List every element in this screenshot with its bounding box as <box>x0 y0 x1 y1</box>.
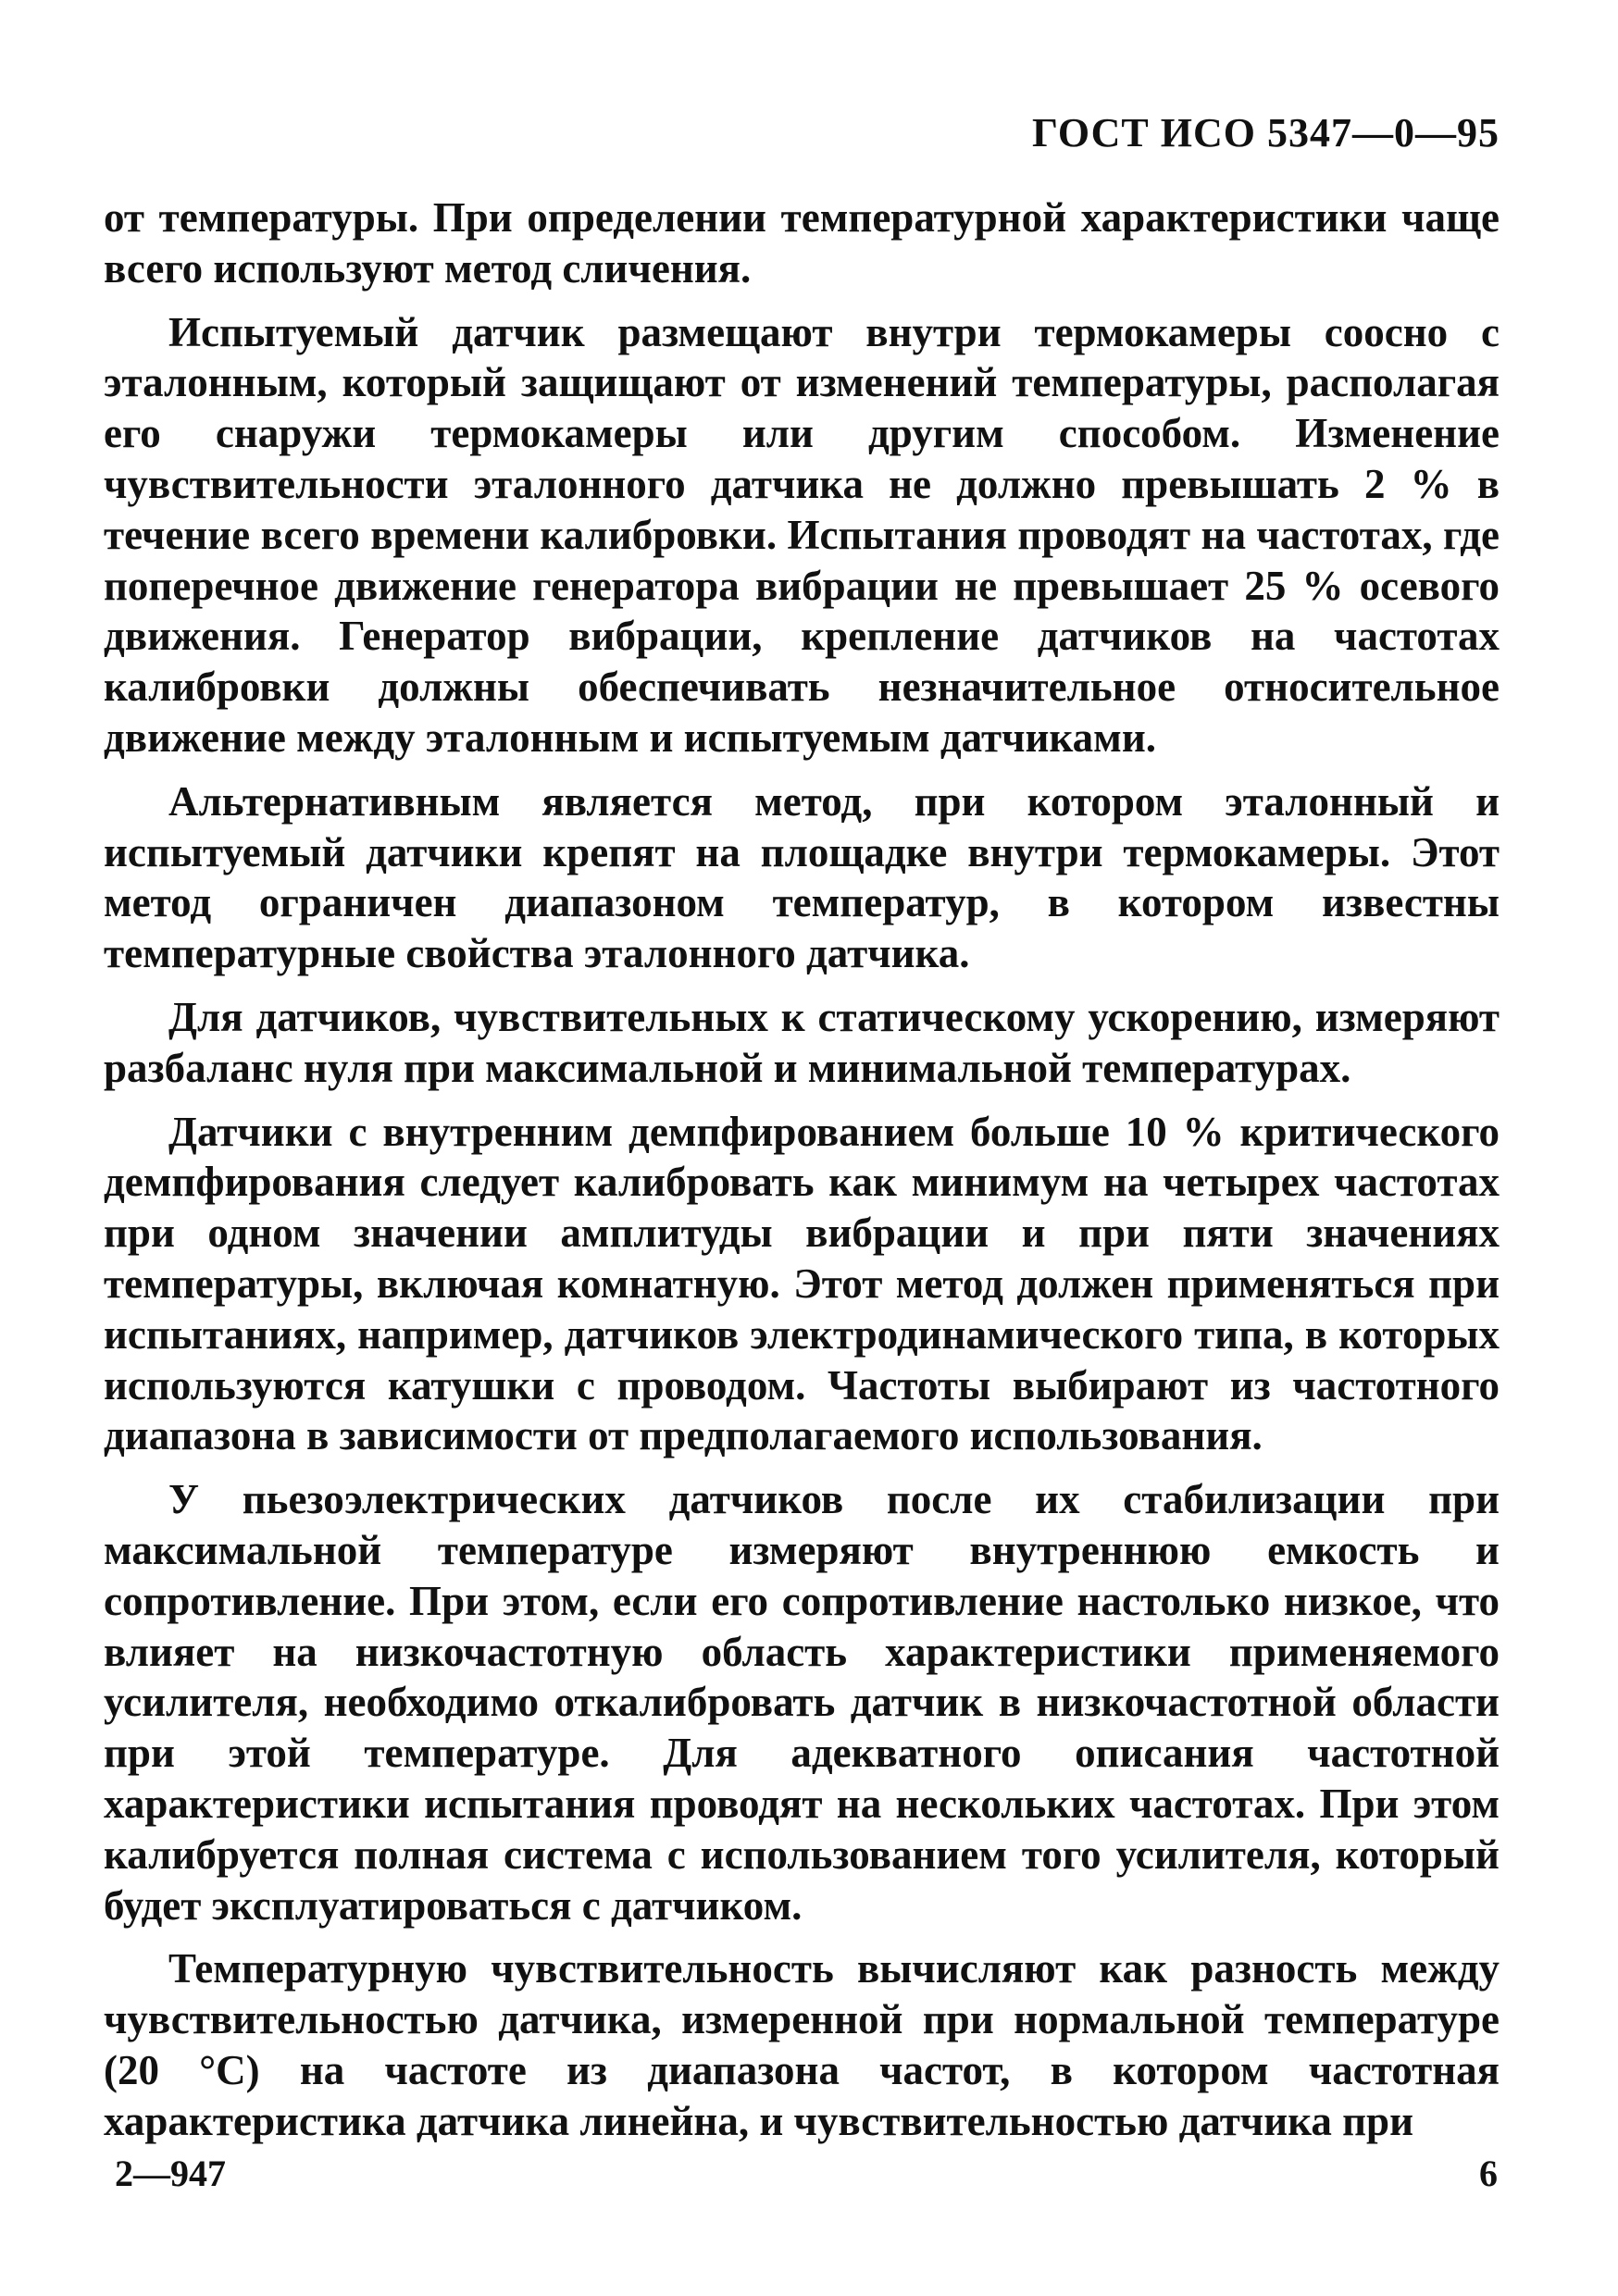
body-text <box>104 192 1500 2159</box>
standard-header: ГОСТ ИСО 5347—0—95 <box>1031 110 1500 155</box>
page-number: 6 <box>1479 2153 1498 2194</box>
paragraph: Датчики с внутренним демпфированием больше 10 % критического демпфирования следует калибровать как минимум на четырех частотах при одном значении амплитуды вибрации и при пяти значениях температуры, включая комнатную. Этот метод должен применяться при испытаниях, например, датчиков электродинамического типа, в которых используются катушки с проводом. Частоты выбирают из частотного диапазона в зависимости от предполагаемого использования. <box>104 1108 1500 1459</box>
print-code: 2—947 <box>115 2153 226 2194</box>
paragraph: Испытуемый датчик размещают внутри термокамеры соосно с эталонным, который защищают от изменений температуры, располагая его снаружи термокамеры или другим способом. Изменение чувствительности эталонного датчика не должно превышать 2 % в течение всего времени калибровки. Испытания проводят на частотах, где поперечное движение генератора вибрации не превышает 25 % осевого движения. Генератор вибрации, крепление датчиков на частотах калибровки должны обеспечивать незначительное относительное движение между эталонным и испытуемым датчиками. <box>104 308 1500 761</box>
paragraph: Для датчиков, чувствительных к статическому ускорению, измеряют разбаланс нуля при максимальной и минимальной температурах. <box>104 993 1500 1091</box>
paragraph: У пьезоэлектрических датчиков после их стабилизации при максимальной температуре измеряют внутреннюю емкость и сопротивление. При этом, если его сопротивление настолько низкое, что влияет на низкочастотную область характеристики применяемого усилителя, необходимо откалибровать датчик в низкочастотной области при этой температуре. Для адекватного описания частотной характеристики испытания проводят на нескольких частотах. При этом калибруется полная система с использованием того усилителя, который будет эксплуатироваться с датчиком. <box>104 1476 1500 1929</box>
paragraph: Температурную чувствительность вычисляют как разность между чувствительностью датчика, измеренной при нормальной температуре (20 °С) на частоте из диапазона частот, в котором частотная характеристика датчика линейна, и чувствительностью датчика при <box>104 1945 1500 2144</box>
paragraph: Альтернативным является метод, при котором эталонный и испытуемый датчики крепят на площадке внутри термокамеры. Этот метод ограничен диапазоном температур, в котором известны температурные свойства эталонного датчика. <box>104 777 1500 977</box>
paragraph: от температуры. При определении температурной характеристики чаще всего используют метод сличения. <box>104 194 1500 292</box>
